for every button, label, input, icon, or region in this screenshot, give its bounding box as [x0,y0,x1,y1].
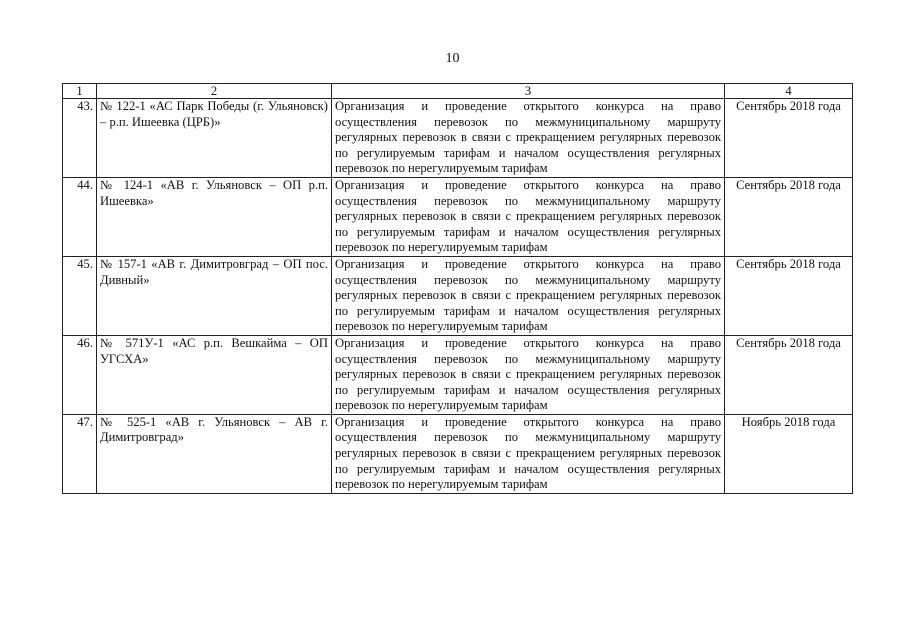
column-header: 3 [332,84,725,99]
column-header: 1 [63,84,97,99]
table-row [63,335,853,414]
row-number: 47. [63,414,97,493]
activity-description: Организация и проведение открытого конкурса на право осуществления перевозок по межмуниципальному маршруту регулярных перевозок в связи с прекращением регулярных перевозок по регулируемым тарифам и началом осуществления регулярных перевозок по нерегулируемым тарифам [332,335,725,414]
route-name: № 571У-1 «АС р.п. Вешкайма – ОП УГСХА» [97,335,332,414]
table-row [63,177,853,256]
column-header: 4 [725,84,853,99]
route-name: № 122-1 «АС Парк Победы (г. Ульяновск) – р.п. Ишеевка (ЦРБ)» [97,99,332,178]
deadline: Ноябрь 2018 года [725,414,853,493]
column-header: 2 [97,84,332,99]
page-number: 10 [445,51,460,66]
schedule-table [62,83,853,494]
table-row [63,256,853,335]
activity-description: Организация и проведение открытого конкурса на право осуществления перевозок по межмуниципальному маршруту регулярных перевозок в связи с прекращением регулярных перевозок по регулируемым тарифам и началом осуществления регулярных перевозок по нерегулируемым тарифам [332,177,725,256]
activity-description: Организация и проведение открытого конкурса на право осуществления перевозок по межмуниципальному маршруту регулярных перевозок в связи с прекращением регулярных перевозок по регулируемым тарифам и началом осуществления регулярных перевозок по нерегулируемым тарифам [332,414,725,493]
row-number: 45. [63,256,97,335]
deadline: Сентябрь 2018 года [725,335,853,414]
table-row [63,99,853,178]
row-number: 43. [63,99,97,178]
table-header-row [63,84,853,99]
route-name: № 157-1 «АВ г. Димитровград – ОП пос. Дивный» [97,256,332,335]
table-row [63,414,853,493]
activity-description: Организация и проведение открытого конкурса на право осуществления перевозок по межмуниципальному маршруту регулярных перевозок в связи с прекращением регулярных перевозок по регулируемым тарифам и началом осуществления регулярных перевозок по нерегулируемым тарифам [332,256,725,335]
row-number: 44. [63,177,97,256]
activity-description: Организация и проведение открытого конкурса на право осуществления перевозок по межмуниципальному маршруту регулярных перевозок в связи с прекращением регулярных перевозок по регулируемым тарифам и началом осуществления регулярных перевозок по нерегулируемым тарифам [332,99,725,178]
deadline: Сентябрь 2018 года [725,256,853,335]
deadline: Сентябрь 2018 года [725,177,853,256]
deadline: Сентябрь 2018 года [725,99,853,178]
route-name: № 124-1 «АВ г. Ульяновск – ОП р.п. Ишеевка» [97,177,332,256]
route-name: № 525-1 «АВ г. Ульяновск – АВ г. Димитровград» [97,414,332,493]
row-number: 46. [63,335,97,414]
